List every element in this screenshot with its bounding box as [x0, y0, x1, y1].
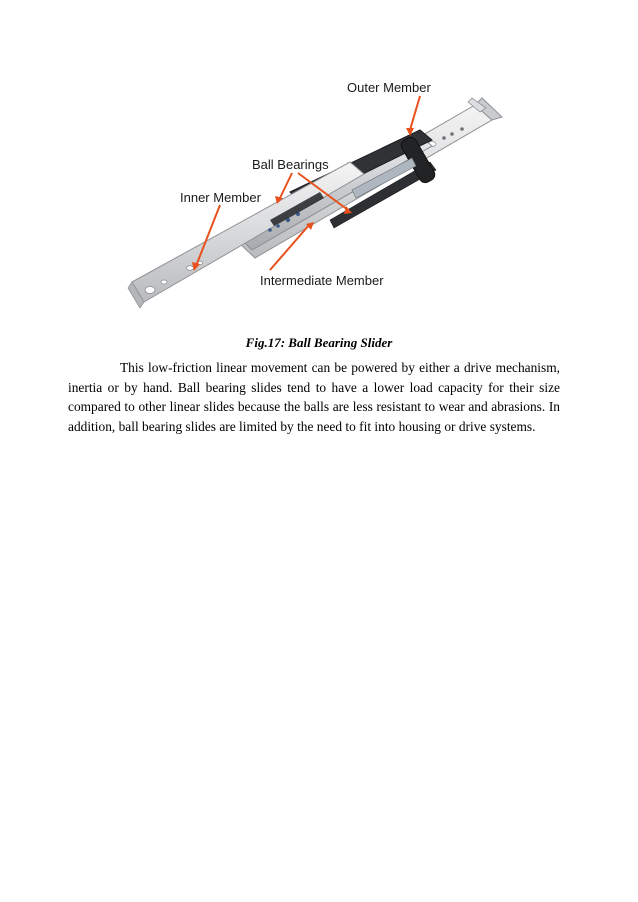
ball-bearing-slider-figure — [120, 70, 520, 330]
outer-member-arrow — [410, 96, 420, 130]
inner-member-label: Inner Member — [180, 190, 261, 205]
intermediate-member-label: Intermediate Member — [260, 273, 384, 288]
body-paragraph: This low-friction linear movement can be powered by either a drive mechanism, inertia or by hand. Ball bearing slides tend to have a lower load capacity for their size compared to other linear slides because the balls are less resistant to wear and abrasions. In addition, ball bearing slides are limited by the need to fit into housing or drive systems. — [68, 360, 560, 434]
outer-member-label: Outer Member — [347, 80, 431, 95]
ball-bearings-arrow-left — [280, 173, 292, 198]
figure-caption: Fig.17: Ball Bearing Slider — [245, 335, 393, 350]
slider-illustration — [120, 70, 520, 330]
ball-bearings-label: Ball Bearings — [252, 157, 329, 172]
